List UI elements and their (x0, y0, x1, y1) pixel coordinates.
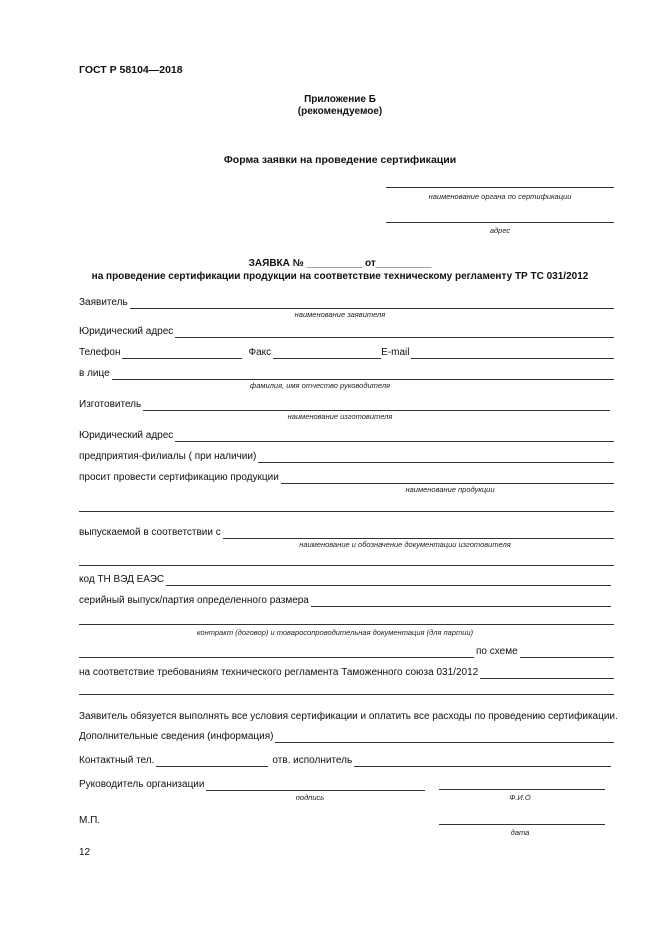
application-subtitle: на проведение сертификации продукции на соответствие техническому регламенту ТР ТС 031/2012 (91, 271, 589, 282)
legal-address-2-field[interactable] (175, 432, 614, 442)
product-extra-line[interactable] (79, 511, 614, 512)
conformity-extra-line[interactable] (79, 694, 614, 695)
applicant-row (79, 297, 614, 309)
in-person-row (79, 368, 614, 380)
signature-field[interactable] (206, 781, 425, 791)
in-person-field[interactable] (112, 370, 614, 380)
responsible-field[interactable] (354, 757, 611, 767)
phone-label: Телефон (79, 347, 121, 358)
fio-field[interactable] (439, 789, 605, 790)
responsible-label: отв. исполнитель (272, 755, 353, 766)
batch-label: серийный выпуск/партия определенного размера (79, 595, 309, 606)
docs-hint: наименование и обозначение документации изготовителя (299, 540, 511, 549)
legal-address-2-label: Юридический адрес (79, 430, 174, 441)
org-line[interactable] (386, 187, 614, 188)
signature-hint: подпись (295, 793, 325, 802)
date-hint: дата (510, 828, 530, 837)
standard-number: ГОСТ Р 58104—2018 (79, 64, 183, 76)
legal-address-label: Юридический адрес (79, 326, 174, 337)
manufacturer-row (79, 399, 610, 411)
contact-row (79, 755, 611, 767)
date-field[interactable] (439, 824, 605, 825)
address-line[interactable] (386, 222, 614, 223)
stamp-label: М.П. (79, 815, 101, 826)
in-person-hint: фамилия, имя отчество руководителя (249, 381, 391, 390)
batch-field[interactable] (311, 597, 611, 607)
obligation-text: Заявитель обязуется выполнять все условия сертификации и оплатить все расходы по проведению сертификации. (79, 711, 618, 722)
batch-row (79, 595, 611, 607)
appendix-title: Приложение Б (304, 94, 376, 105)
additional-label: Дополнительные сведения (информация) (79, 731, 274, 742)
fio-hint: Ф.И.О (509, 793, 531, 802)
appendix-note: (рекомендуемое) (297, 106, 383, 117)
applicant-label: Заявитель (79, 297, 128, 308)
head-label: Руководитель организации (79, 779, 205, 790)
additional-row (79, 731, 614, 743)
email-field[interactable] (411, 349, 614, 359)
request-label: просит провести сертификацию продукции (79, 472, 279, 483)
branches-label: предприятия-филиалы ( при наличии) (79, 451, 257, 462)
manufacturer-hint: наименование изготовителя (287, 412, 393, 421)
contacts-row (79, 347, 614, 359)
application-title: ЗАЯВКА № __________ от__________ (248, 258, 432, 269)
org-hint: наименование органа по сертификации (428, 192, 572, 201)
in-person-label: в лице (79, 368, 110, 379)
docs-extra-line[interactable] (79, 565, 614, 566)
phone-field[interactable] (122, 349, 242, 359)
tn-ved-row (79, 574, 611, 586)
manufacturer-field[interactable] (143, 401, 610, 411)
tn-ved-field[interactable] (166, 576, 611, 586)
applicant-hint: наименование заявителя (294, 310, 386, 319)
produced-per-label: выпускаемой в соответствии с (79, 527, 221, 538)
legal-address-row (79, 326, 614, 338)
page-number: 12 (79, 847, 91, 858)
form-title: Форма заявки на проведение сертификации (223, 154, 457, 166)
scheme-prefix-field[interactable] (79, 648, 474, 658)
additional-field[interactable] (275, 733, 614, 743)
applicant-field[interactable] (130, 299, 614, 309)
email-label: E-mail (381, 347, 410, 358)
legal-address-2-row (79, 430, 614, 442)
manufacturer-label: Изготовитель (79, 399, 142, 410)
head-row (79, 779, 425, 791)
legal-address-field[interactable] (175, 328, 614, 338)
branches-field[interactable] (258, 453, 614, 463)
contact-phone-label: Контактный тел. (79, 755, 155, 766)
scheme-label: по схеме (476, 646, 518, 657)
docs-field[interactable] (223, 529, 614, 539)
tn-ved-label: код ТН ВЭД ЕАЭС (79, 574, 165, 585)
branches-row (79, 451, 614, 463)
contract-line[interactable] (79, 624, 614, 625)
scheme-field[interactable] (520, 648, 614, 658)
contract-hint: контракт (договор) и товаросопроводительная документация (для партии) (196, 628, 474, 637)
fax-label: Факс (248, 347, 272, 358)
fax-field[interactable] (273, 349, 381, 359)
produced-per-row (79, 527, 614, 539)
conformity-row (79, 667, 614, 679)
conformity-label: на соответствие требованиям технического регламента Таможенного союза 031/2012 (79, 667, 479, 678)
request-row (79, 472, 614, 484)
address-hint: адрес (489, 226, 511, 235)
contact-phone-field[interactable] (156, 757, 268, 767)
scheme-row (79, 646, 614, 658)
conformity-field[interactable] (480, 669, 614, 679)
product-field[interactable] (281, 474, 614, 484)
product-hint: наименование продукции (405, 485, 495, 494)
